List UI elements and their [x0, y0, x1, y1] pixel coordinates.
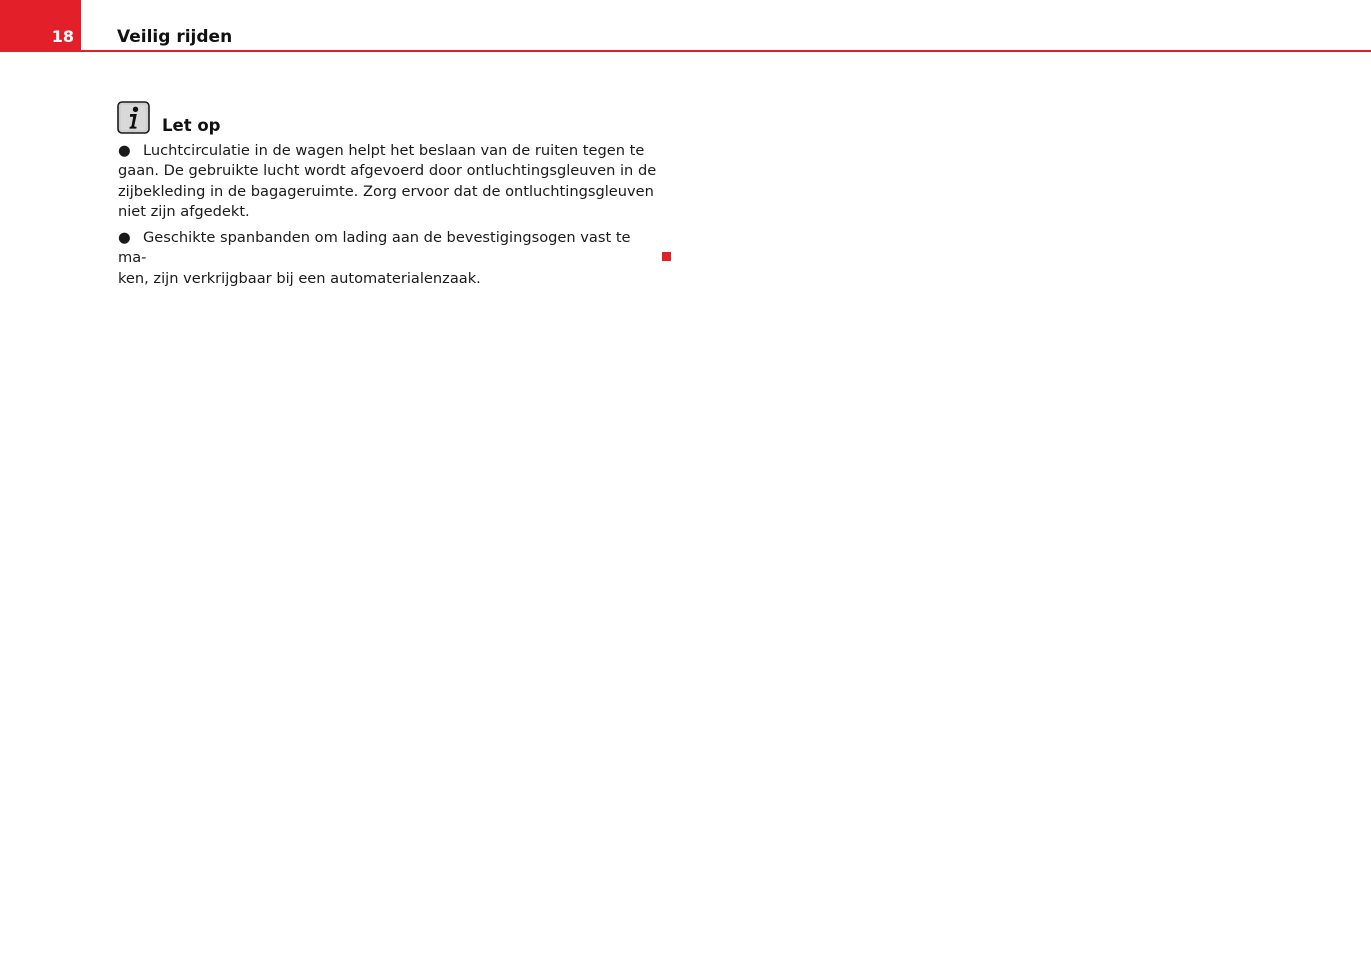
list-item: [118, 228, 658, 289]
section-end-marker: [662, 252, 671, 261]
list-item-text: Luchtcirculatie in de wagen helpt het beslaan van de ruiten tegen te gaan. De gebruikte lucht wordt afgevoerd door ontluchtingsgleuven in de zijbekleding in de bagageruimte. Zorg ervoor dat de ontluchtingsgleuven niet zijn afgedekt.: [118, 142, 657, 220]
note-title: Let op: [162, 116, 221, 135]
list-item: [118, 141, 658, 222]
bullet-icon: ●: [118, 142, 131, 159]
chapter-title: Veilig rijden: [117, 27, 233, 47]
note-body: [118, 141, 658, 295]
page-number: 18: [51, 27, 74, 46]
bullet-icon: ●: [118, 229, 131, 247]
list-item-text: Geschikte spanbanden om lading aan de bevestigingsogen vast te ma- ken, zijn verkrijgbaar bij een automaterialenzaak.: [118, 229, 631, 287]
header-rule: [0, 50, 1371, 52]
info-icon: [117, 101, 150, 134]
